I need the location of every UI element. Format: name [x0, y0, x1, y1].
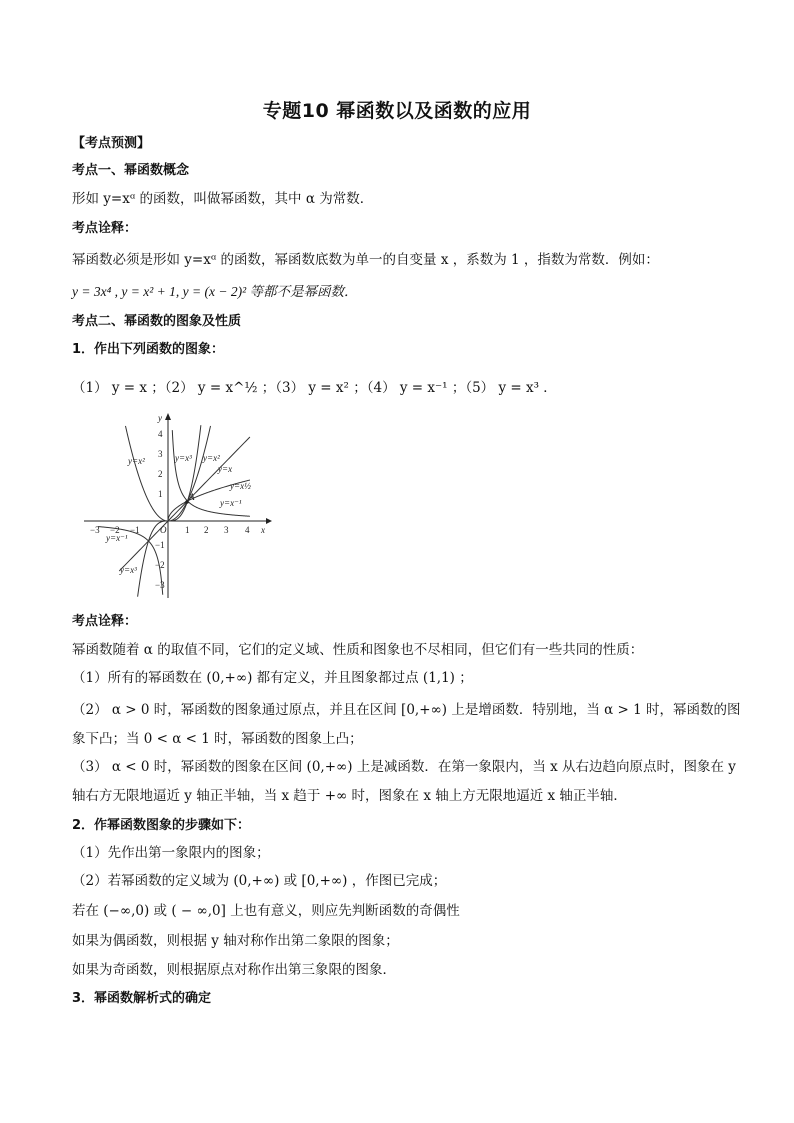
x-axis-label: x	[261, 525, 265, 535]
text-function-list: （1） y = x ；（2） y = x^½ ；（3） y = x² ；（4） y = x⁻¹ ；（5） y = x³ ．	[72, 380, 557, 396]
heading-explanation-1: 考点诠释：	[72, 221, 138, 236]
text-counter-examples: y = 3x⁴ , y = x² + 1, y = (x − 2)² 等都不是幂函数．	[72, 284, 358, 299]
heading-explanation-2: 考点诠释：	[72, 614, 138, 629]
text-property-2b: 象下凸；当 0 < α < 1 时，幂函数的图象上凸；	[72, 731, 363, 747]
text-property-1: （1）所有的幂函数在 (0,+∞) 都有定义，并且图象都过点 (1,1) ；	[72, 670, 473, 686]
x-tick-label: −1	[130, 525, 140, 535]
y-tick-label: 2	[158, 469, 163, 479]
heading-concept-one: 考点一、幂函数概念	[72, 163, 190, 178]
label-x-cubed-top: y=x³	[175, 453, 192, 463]
text-step-3: 若在 (−∞,0) 或 ( − ∞,0] 上也有意义，则应先判断函数的奇偶性	[72, 903, 460, 919]
x-tick-label: −2	[110, 525, 120, 535]
label-reciprocal-right: y=x⁻¹	[220, 498, 242, 508]
y-tick-label: 3	[158, 449, 163, 459]
text-odd-case: 如果为奇函数，则根据原点对称作出第三象限的图象．	[72, 962, 396, 978]
x-tick-label: 2	[204, 525, 209, 535]
text-step-2: （2）若幂函数的定义域为 (0,+∞) 或 [0,+∞) ，作图已完成；	[72, 873, 447, 889]
y-tick-label: 4	[158, 429, 163, 439]
text-explanation-1: 幂函数必须是形如 y=xᵅ 的函数，幂函数底数为单一的自变量 x ，系数为 1 ，指数为常数．例如：	[72, 252, 659, 268]
text-definition: 形如 y=xᵅ 的函数，叫做幂函数，其中 α 为常数．	[72, 191, 374, 207]
label-square-root: y=x½	[230, 481, 251, 491]
text-property-2a: （2） α > 0 时，幂函数的图象通过原点，并且在区间 [0,+∞) 上是增函数．特别地，当 α > 1 时，幂函数的图	[72, 702, 741, 718]
label-point-a: A	[189, 492, 195, 502]
x-tick-label: 4	[245, 525, 250, 535]
x-tick-label: −3	[90, 525, 100, 535]
y-tick-label: −1	[155, 540, 165, 550]
text-property-3b: 轴右方无限地逼近 y 轴正半轴，当 x 趋于 +∞ 时，图象在 x 轴上方无限地逼近 x 轴正半轴．	[72, 788, 627, 804]
power-function-graph	[72, 408, 274, 604]
section-heading-forecast: 【考点预测】	[72, 136, 151, 151]
text-properties-intro: 幂函数随着 α 的取值不同，它们的定义域、性质和图象也不尽相同，但它们有一些共同的性质：	[72, 642, 644, 658]
y-tick-label: 1	[158, 489, 163, 499]
label-identity: y=x	[218, 464, 233, 474]
x-tick-label: 3	[224, 525, 229, 535]
label-x-squared-left: y=x²	[128, 456, 145, 466]
text-step-1: （1）先作出第一象限内的图象；	[72, 845, 270, 861]
y-axis-label: y	[158, 413, 162, 423]
graph-svg	[72, 408, 274, 604]
page-title: 专题10 幂函数以及函数的应用	[262, 100, 532, 122]
y-axis-arrow	[165, 413, 171, 420]
x-axis-arrow	[266, 518, 272, 524]
curve-x-cubed	[138, 425, 201, 597]
heading-task-2: 2．作幂函数图象的步骤如下：	[72, 818, 251, 833]
label-reciprocal-left: y=x⁻¹	[106, 533, 128, 543]
heading-task-3: 3．幂函数解析式的确定	[72, 991, 212, 1006]
label-x-cubed-bottom: y=x³	[120, 565, 137, 575]
text-even-case: 如果为偶函数，则根据 y 轴对称作出第二象限的图象；	[72, 933, 399, 949]
y-tick-label: −3	[155, 580, 165, 590]
heading-task-1: 1．作出下列函数的图象：	[72, 342, 225, 357]
label-x-squared-right: y=x²	[203, 453, 220, 463]
x-tick-label: 1	[185, 525, 190, 535]
text-property-3a: （3） α < 0 时，幂函数的图象在区间 (0,+∞) 上是减函数．在第一象限内，当 x 从右边趋向原点时，图象在 y	[72, 759, 736, 775]
heading-concept-two: 考点二、幂函数的图象及性质	[72, 314, 242, 329]
origin-label: O	[160, 525, 167, 535]
y-tick-label: −2	[155, 560, 165, 570]
